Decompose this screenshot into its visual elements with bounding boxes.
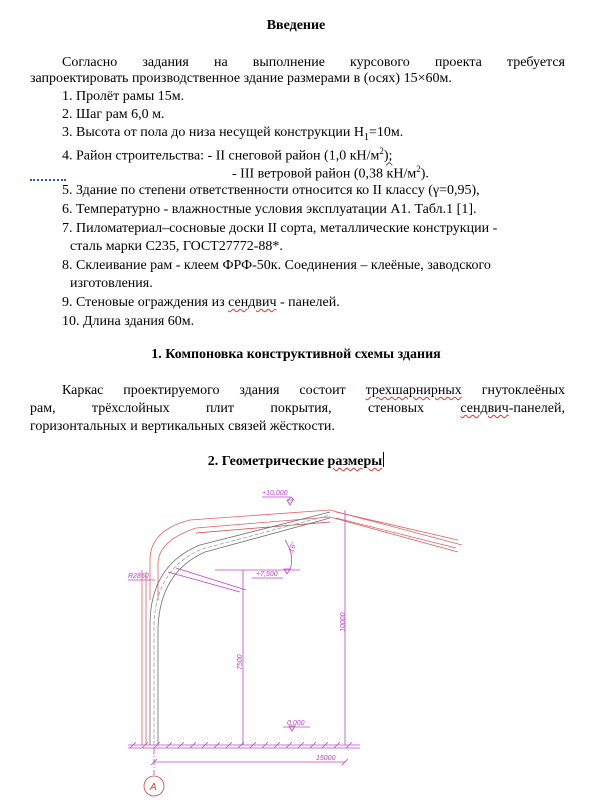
section-2-title-a: 2. Геометрические <box>207 454 328 469</box>
list-item-10: 10. Длина здания 60м. <box>62 314 195 329</box>
section-1-line-3: горизонтальных и вертикальных связей жёсткости. <box>30 419 335 434</box>
list-item-3-tail: =10м. <box>368 125 404 140</box>
list-item-4b-tail: ). <box>420 166 429 182</box>
list-item-4-tail: ); <box>383 148 393 164</box>
dim-10000-label: 10000 <box>340 612 347 632</box>
column-arch-centre <box>154 515 330 745</box>
column-arch-outer <box>150 512 330 745</box>
bracing-line <box>168 572 240 592</box>
list-item-4b-sup: 2 <box>416 164 421 174</box>
list-item-9-word: сендвич <box>228 295 277 310</box>
list-item-6: 6. Температурно - влажностные условия эксплуатации А1. Табл.1 [1]. <box>62 202 477 217</box>
list-item-2: 2. Шаг рам 6,0 м. <box>62 107 165 122</box>
intro-paragraph-line-1: Согласно задания на выполнение курсового проекта требуется <box>62 55 565 70</box>
section-1-line-1-word: трехшарнирных <box>365 383 462 398</box>
section-1-line-1-b: гнутоклеёных <box>461 383 565 398</box>
list-item-4-text: 4. Район строительства: - II снеговой район (1,0 кН/м <box>62 148 380 164</box>
list-item-9-text: 9. Стеновые ограждения из <box>62 295 229 310</box>
column-arch-inner <box>158 518 330 745</box>
radius-label: R2850 <box>128 573 149 580</box>
section-2-title-word: размеры <box>327 454 383 469</box>
section-1-line-1-a: Каркас проектируемого здания состоит <box>62 383 366 398</box>
section-1-line-2-a: рам, трёхслойных плит покрытия, стеновых <box>30 401 461 416</box>
list-item-3-text: 3. Высота от пола до низа несущей конструкции H <box>62 125 364 140</box>
list-item-4b-text: - III ветровой район (0,38 кН/м <box>232 166 417 182</box>
list-item-1: 1. Пролёт рамы 15м. <box>62 89 185 104</box>
angle-label: 16° <box>288 541 299 554</box>
section-1-title: 1. Компоновка конструктивной схемы здания <box>151 347 441 362</box>
section-1-line-2-word: сендвич <box>460 401 509 416</box>
level-top-marker <box>262 497 294 500</box>
list-item-7-cont: сталь марки С235, ГОСТ27772-88*. <box>70 239 283 254</box>
list-item-3-sub: 1 <box>363 131 369 143</box>
intro-paragraph-line-2: запроектировать производственное здание размерами в (осях) 15×60м. <box>30 71 452 86</box>
section-1-line-2-b: -панелей, <box>508 401 565 416</box>
list-item-9-tail: - панелей. <box>276 295 340 310</box>
dim-15000-label: 15000 <box>316 755 336 762</box>
list-item-8: 8. Склеивание рам - клеем ФРФ-50к. Соединения – клеёные, заводского <box>62 258 491 273</box>
level-top-label: +10,000 <box>262 490 288 497</box>
level-top-arrow <box>287 500 293 505</box>
bracing-line-2 <box>176 568 246 590</box>
roof-outer-line <box>150 510 462 600</box>
roof-right-slope <box>336 518 456 548</box>
axis-label: A <box>150 782 157 793</box>
level-mid-label: +7,500 <box>256 571 278 578</box>
list-item-4-sup: 2 <box>379 146 384 156</box>
intro-title: Введение <box>266 18 326 33</box>
dim-7500-label: 7500 <box>237 654 244 670</box>
list-item-7: 7. Пиломатериал–сосновые доски II сорта, металлические конструкции - <box>62 221 498 236</box>
level-zero-label: 0,000 <box>287 720 305 727</box>
roof-right-slope-2 <box>336 512 458 540</box>
list-item-8-cont: изготовления. <box>70 276 153 291</box>
list-item-5: 5. Здание по степени ответственности относится ко II классу (γ=0,95), <box>62 183 480 198</box>
